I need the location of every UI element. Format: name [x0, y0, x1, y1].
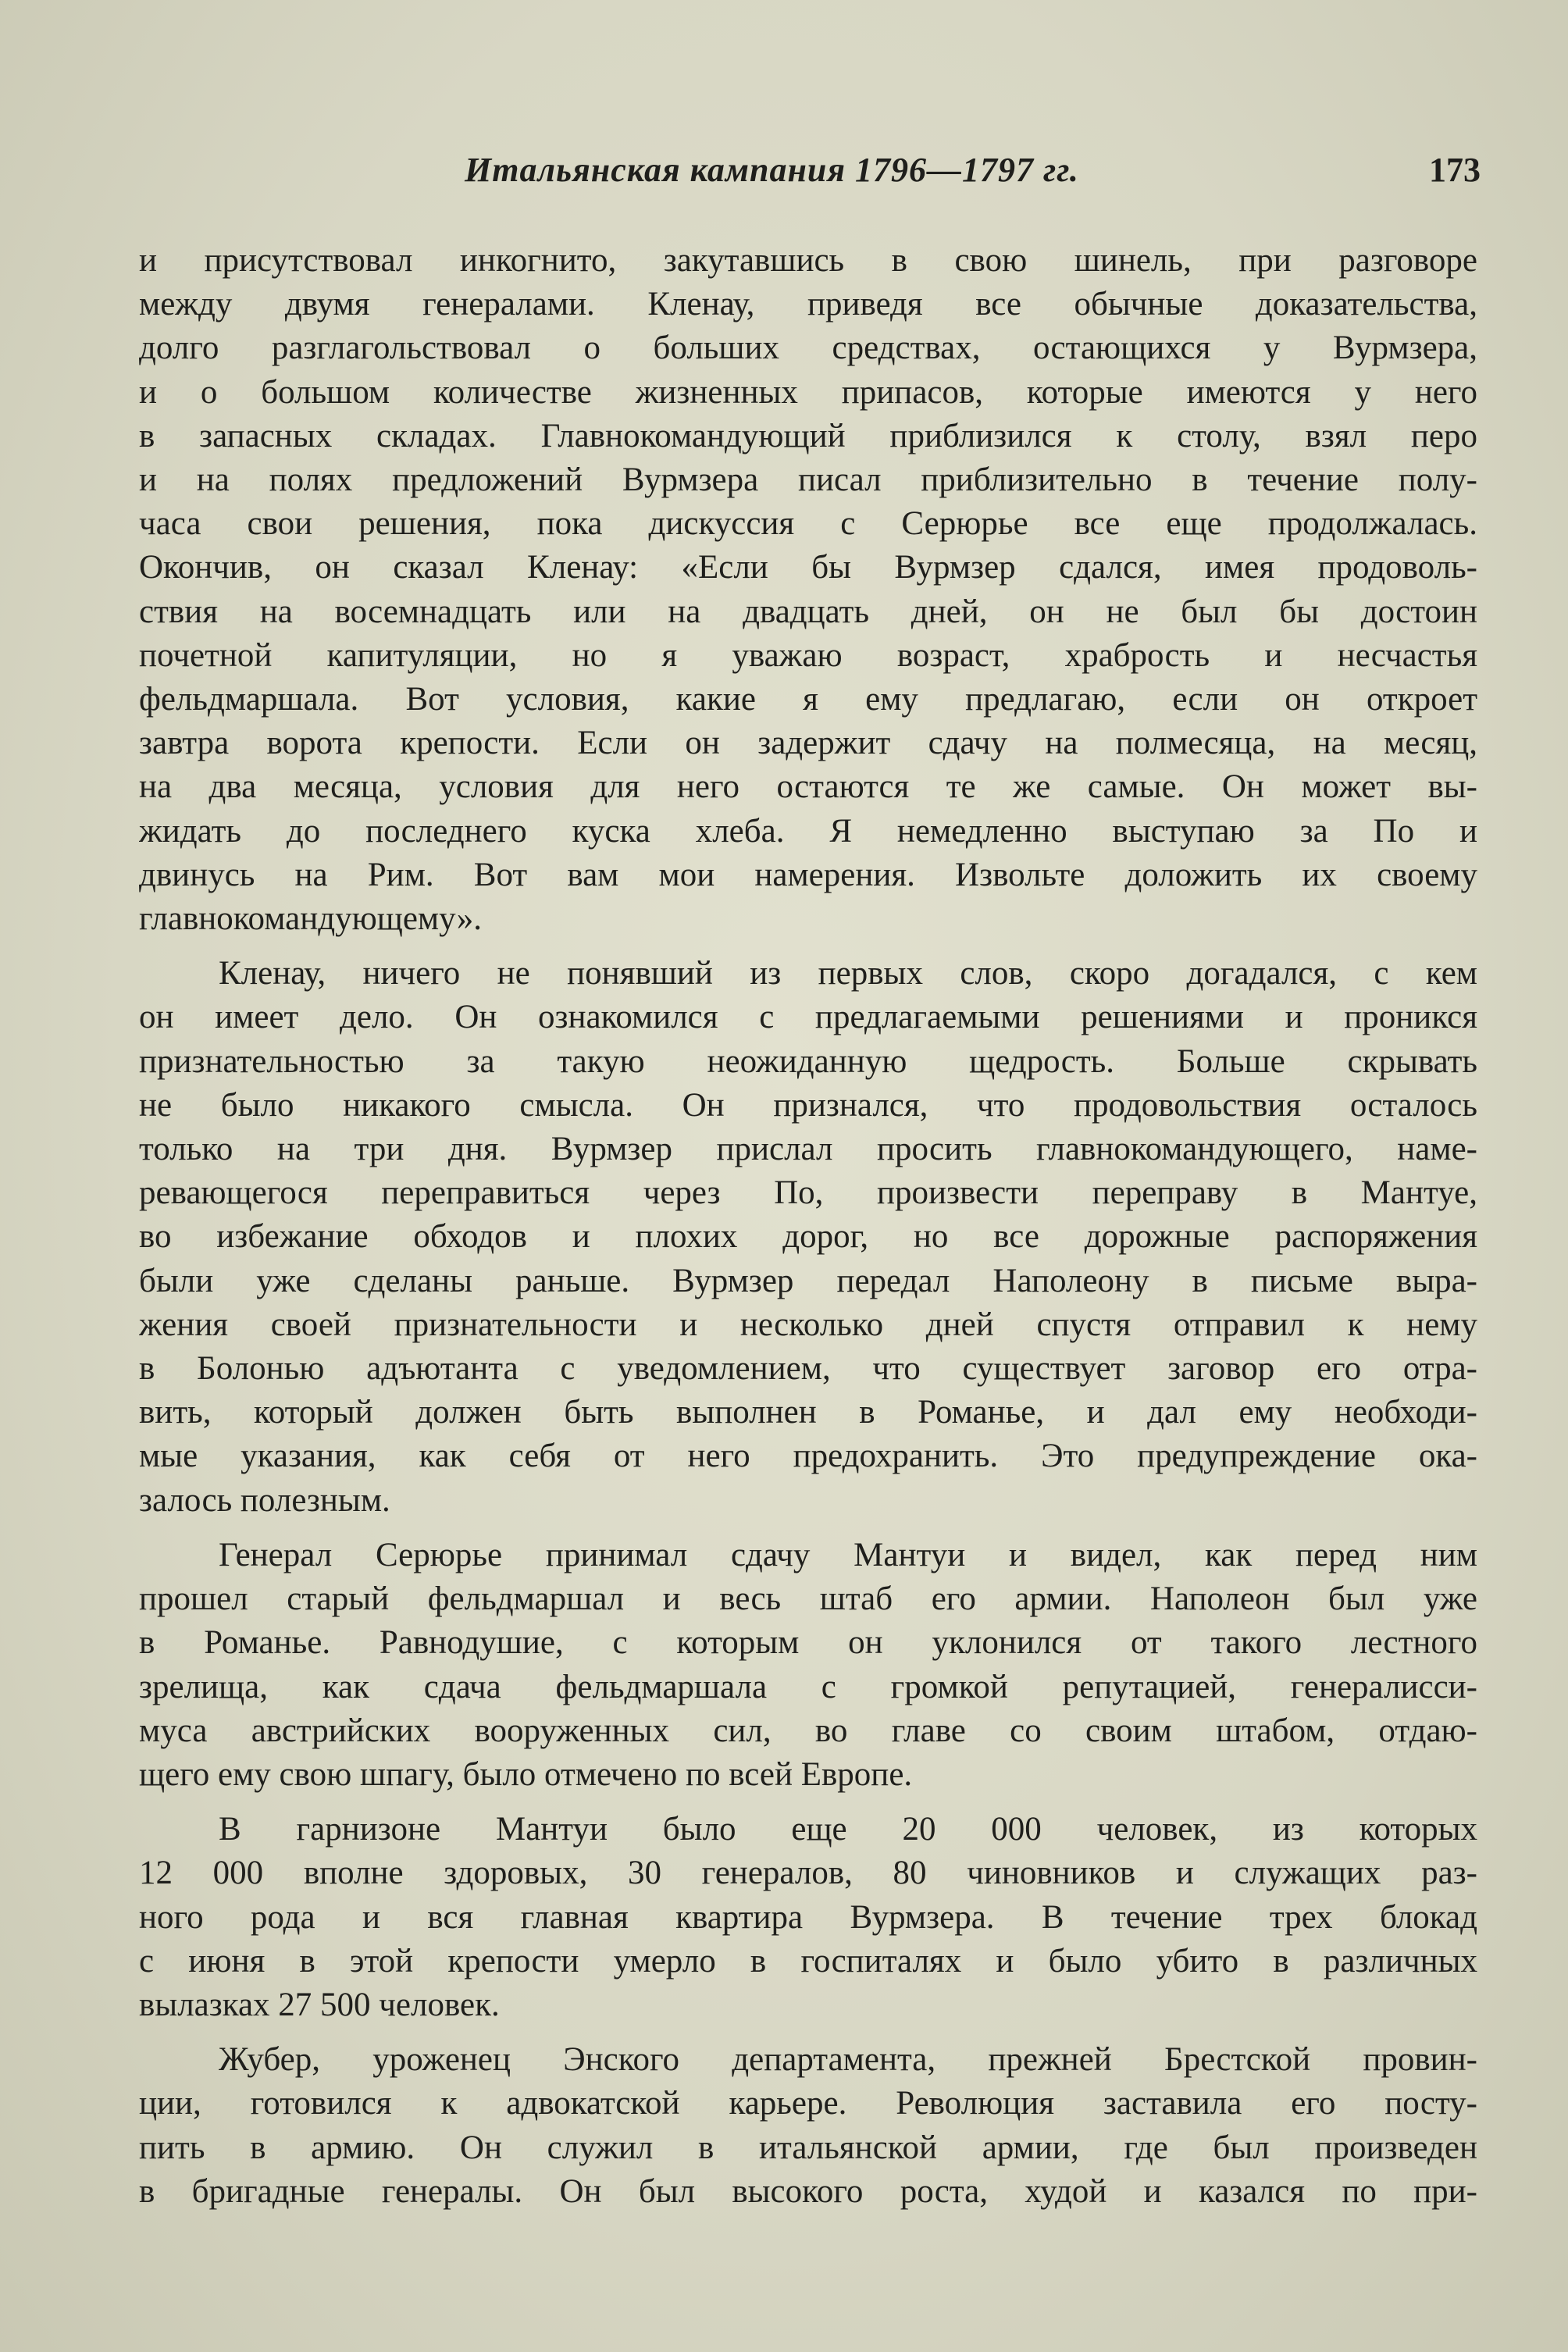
text-line: Окончив, он сказал Кленау: «Если бы Вурмзер сдался, имея продоволь-	[139, 549, 1477, 586]
text-line: залось полезным.	[139, 1481, 390, 1519]
paragraph	[139, 2038, 1477, 2214]
text-line: ного рода и вся главная квартира Вурмзера. В течение трех блокад	[139, 1898, 1477, 1936]
running-head: Итальянская кампания 1796—1797 гг.	[465, 151, 1079, 189]
text-line: жидать до последнего куска хлеба. Я немедленно выступаю за По и	[139, 812, 1477, 850]
text-line: жения своей признательности и несколько дней спустя отправил к нему	[139, 1306, 1477, 1343]
text-line: муса австрийских вооруженных сил, во главе со своим штабом, отдаю-	[139, 1712, 1477, 1749]
text-line: вылазках 27 500 человек.	[139, 1986, 500, 2023]
text-line: Кленау, ничего не понявший из первых слов, скоро догадался, с кем	[219, 955, 1477, 992]
paragraph	[139, 239, 1477, 941]
paragraph	[139, 952, 1477, 1523]
text-line: признательностью за такую неожиданную щедрость. Больше скрывать	[139, 1042, 1477, 1080]
text-line: фельдмаршала. Вот условия, какие я ему предлагаю, если он откроет	[139, 681, 1477, 718]
text-line: Генерал Серюрье принимал сдачу Мантуи и видел, как перед ним	[219, 1536, 1477, 1573]
text-line: только на три дня. Вурмзер прислал просить главнокомандующего, наме-	[139, 1131, 1477, 1168]
text-line: Жубер, уроженец Энского департамента, прежней Брестской провин-	[219, 2041, 1477, 2079]
text-line: зрелища, как сдача фельдмаршала с громкой репутацией, генералисси-	[139, 1668, 1477, 1705]
text-line: почетной капитуляции, но я уважаю возраст, храбрость и несчастья	[139, 636, 1477, 674]
text-line: главнокомандующему».	[139, 900, 482, 938]
text-line: часа свои решения, пока дискуссия с Серюрье все еще продолжалась.	[139, 505, 1477, 543]
paragraph	[139, 1808, 1477, 2027]
text-line: он имеет дело. Он ознакомился с предлагаемыми решениями и проникся	[139, 999, 1477, 1036]
paragraph	[139, 1534, 1477, 1797]
text-line: мые указания, как себя от него предохранить. Это предупреждение ока-	[139, 1438, 1477, 1475]
text-line: долго разглагольствовал о больших средствах, остающихся у Вурмзера,	[139, 330, 1477, 367]
text-line: на два месяца, условия для него остаются те же самые. Он может вы-	[139, 768, 1477, 806]
text-line: завтра ворота крепости. Если он задержит сдачу на полмесяца, на месяц,	[139, 725, 1477, 762]
text-line: ции, готовился к адвокатской карьере. Революция заставила его посту-	[139, 2085, 1477, 2122]
text-line: в бригадные генералы. Он был высокого роста, худой и казался по при-	[139, 2172, 1477, 2210]
text-line: в Болонью адъютанта с уведомлением, что существует заговор его отра-	[139, 1350, 1477, 1388]
text-line: между двумя генералами. Кленау, приведя все обычные доказательства,	[139, 286, 1477, 323]
text-line: двинусь на Рим. Вот вам мои намерения. Извольте доложить их своему	[139, 856, 1477, 893]
text-line: пить в армию. Он служил в итальянской армии, где был произведен	[139, 2129, 1477, 2166]
body-text	[139, 239, 1477, 2214]
page-header	[141, 150, 1481, 197]
text-line: в Романье. Равнодушие, с которым он уклонился от такого лестного	[139, 1624, 1477, 1662]
text-line: ревающегося переправиться через По, произвести переправу в Мантуе,	[139, 1174, 1477, 1212]
text-line: вить, который должен быть выполнен в Романье, и дал ему необходи-	[139, 1394, 1477, 1431]
text-line: В гарнизоне Мантуи было еще 20 000 человек, из которых	[219, 1811, 1477, 1848]
text-line: 12 000 вполне здоровых, 30 генералов, 80 чиновников и служащих раз-	[139, 1855, 1477, 1892]
text-line: во избежание обходов и плохих дорог, но все дорожные распоряжения	[139, 1218, 1477, 1256]
text-line: и на полях предложений Вурмзера писал приблизительно в течение полу-	[139, 461, 1477, 499]
text-line: в запасных складах. Главнокомандующий приблизился к столу, взял перо	[139, 417, 1477, 454]
text-line: ствия на восемнадцать или на двадцать дней, он не был бы достоин	[139, 593, 1477, 630]
text-line: прошел старый фельдмаршал и весь штаб его армии. Наполеон был уже	[139, 1580, 1477, 1618]
text-line: не было никакого смысла. Он признался, что продовольствия осталось	[139, 1086, 1477, 1124]
text-line: щего ему свою шпагу, было отмечено по всей Европе.	[139, 1755, 913, 1793]
page-number: 173	[1429, 151, 1481, 189]
text-line: были уже сделаны раньше. Вурмзер передал Наполеону в письме выра-	[139, 1262, 1477, 1299]
text-line: и присутствовал инкогнито, закутавшись в свою шинель, при разговоре	[139, 242, 1477, 279]
text-line: с июня в этой крепости умерло в госпиталях и было убито в различных	[139, 1942, 1477, 1980]
text-line: и о большом количестве жизненных припасов, которые имеются у него	[139, 373, 1477, 411]
